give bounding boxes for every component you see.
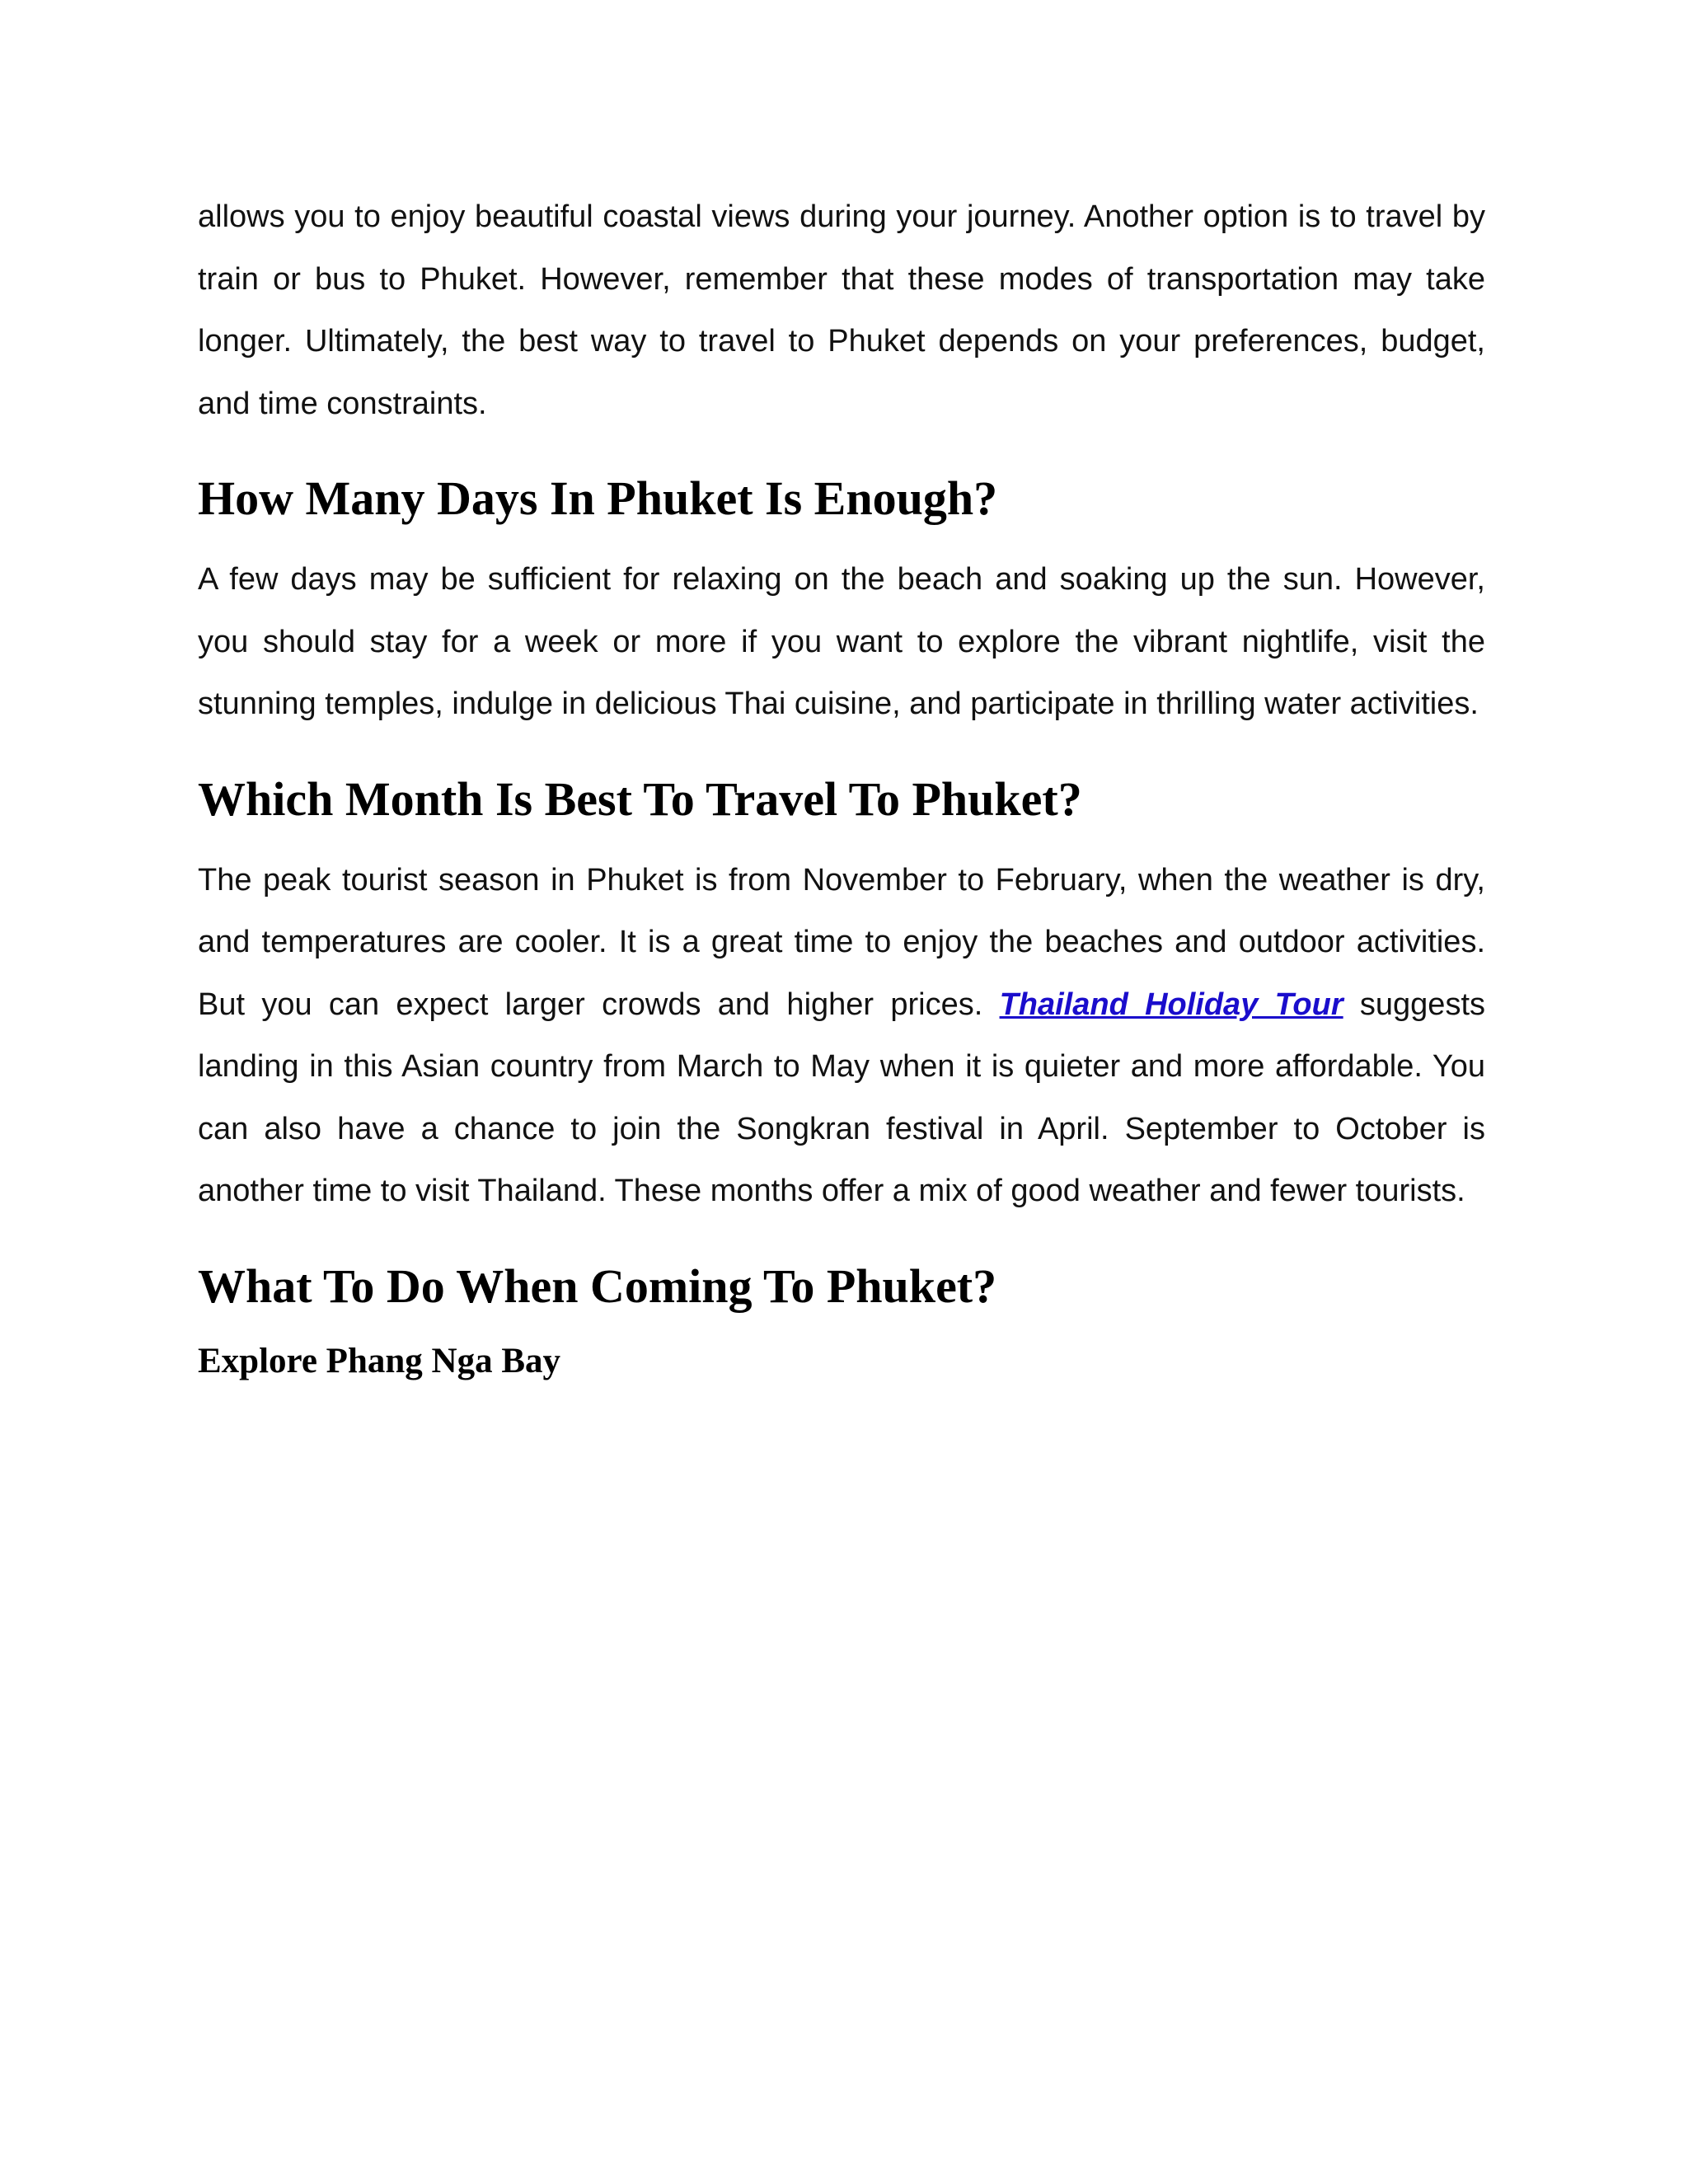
heading-what-to-do: What To Do When Coming To Phuket? bbox=[198, 1258, 997, 1313]
paragraph-best-month-text-after-link: suggests landing in this Asian country from March to May when it is quieter and more affordable. You can also have a chance to join the Songkran festival in April. September to October is another time to visit Thailand. These months offer a mix of good weather and fewer tourists. bbox=[198, 987, 1486, 1208]
subheading-phang-nga-bay: Explore Phang Nga Bay bbox=[198, 1341, 561, 1380]
document-content bbox=[198, 186, 1485, 1385]
thailand-holiday-tour-link[interactable]: Thailand Holiday Tour bbox=[999, 987, 1343, 1022]
intro-paragraph: allows you to enjoy beautiful coastal views during your journey. Another option is to travel by train or bus to Phuket. However, remember that these modes of transportation may take longer. Ultimately, the best way to travel to Phuket depends on your preferences, budget, and time constraints. bbox=[198, 199, 1485, 421]
paragraph-best-month bbox=[198, 850, 1485, 1223]
paragraph-days-in-phuket: A few days may be sufficient for relaxing on the beach and soaking up the sun. However, you should stay for a week or more if you want to explore the vibrant nightlife, visit the stunning temples, indulge in delicious Thai cuisine, and participate in thrilling water activities. bbox=[198, 562, 1485, 721]
heading-best-month: Which Month Is Best To Travel To Phuket? bbox=[198, 771, 1082, 826]
heading-days-in-phuket: How Many Days In Phuket Is Enough? bbox=[198, 471, 998, 525]
paragraph-best-month-text-before-link: The peak tourist season in Phuket is from November to February, when the weather is dry, and temperatures are cooler. It is a great time to enjoy the beaches and outdoor activities. But you can expect larger crowds and higher prices. bbox=[198, 862, 1485, 1022]
